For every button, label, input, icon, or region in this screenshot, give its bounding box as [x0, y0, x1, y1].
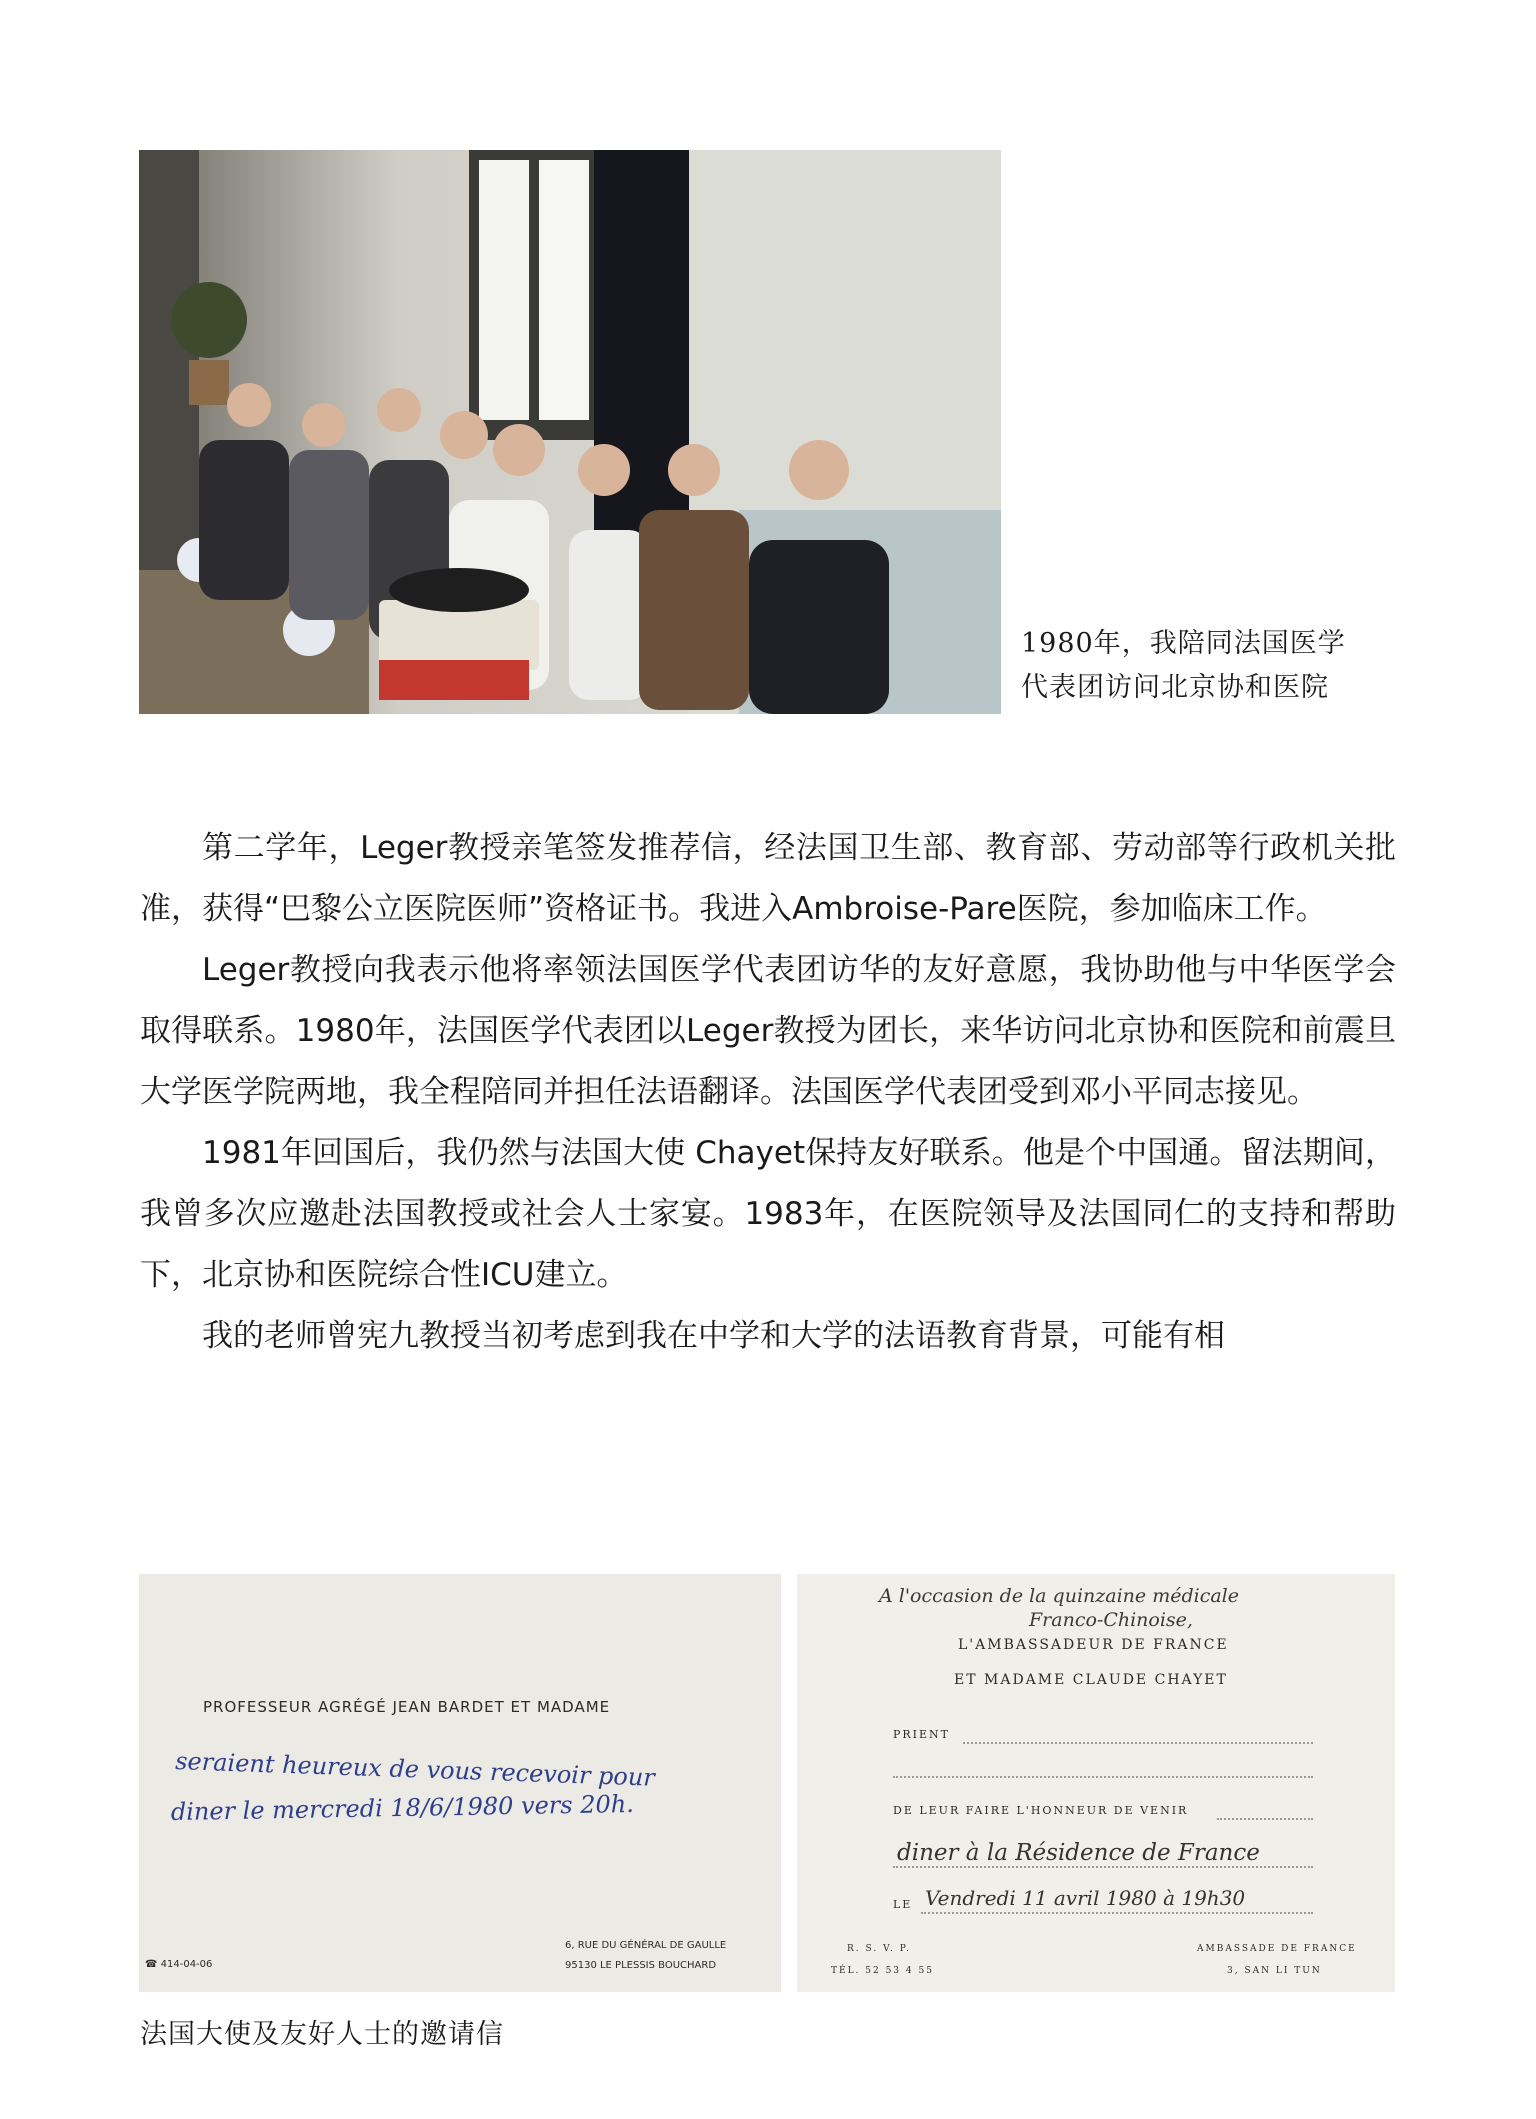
body-text	[140, 818, 1396, 1367]
paragraph: 我的老师曾宪九教授当初考虑到我在中学和大学的法语教育背景，可能有相	[202, 1318, 1225, 1354]
card-heading: PROFESSEUR AGRÉGÉ JEAN BARDET ET MADAME	[203, 1698, 611, 1716]
invitation-card-ambassador	[797, 1574, 1395, 1992]
fill-line	[893, 1866, 1313, 1868]
address-line: 95130 LE PLESSIS BOUCHARD	[565, 1960, 717, 1971]
fill-line	[921, 1912, 1313, 1914]
prient-label: PRIENT	[893, 1728, 951, 1741]
invitation-caption: 法国大使及友好人士的邀请信	[140, 2019, 504, 2050]
handwritten-line: Vendredi 11 avril 1980 à 19h30	[925, 1886, 1246, 1910]
invitation-card-bardet	[139, 1574, 781, 1992]
photo-caption	[1021, 622, 1441, 710]
honneur-label: DE LEUR FAIRE L'HONNEUR DE VENIR	[893, 1804, 1189, 1817]
phone-text: 414-04-06	[160, 1959, 213, 1970]
le-label: LE	[893, 1898, 913, 1911]
paragraph: 第二学年，Leger教授亲笔签发推荐信，经法国卫生部、教育部、劳动部等行政机关批准，获得“巴黎公立医院医师”资格证书。我进入Ambroise-Pare医院，参加临床工作。	[140, 830, 1396, 927]
handwritten-line: A l'occasion de la quinzaine médicale	[879, 1585, 1239, 1607]
fill-line	[1217, 1818, 1313, 1820]
photo-caption-line: 代表团访问北京协和医院	[1021, 672, 1329, 703]
fill-line	[963, 1742, 1313, 1744]
photo-caption-line: 1980年，我陪同法国医学	[1021, 628, 1346, 659]
delegation-photo-image	[139, 150, 1001, 714]
rsvp-label: R. S. V. P.	[847, 1944, 911, 1954]
handwritten-line: Franco-Chinoise,	[1029, 1609, 1193, 1631]
handwritten-line: diner le mercredi 18/6/1980 vers 20h.	[170, 1789, 635, 1826]
fill-line	[893, 1776, 1313, 1778]
ambassade-address: 3, SAN LI TUN	[1227, 1966, 1322, 1976]
ambassade-label: AMBASSADE DE FRANCE	[1197, 1944, 1357, 1954]
handwritten-line: seraient heureux de vous recevoir pour	[174, 1747, 656, 1792]
paragraph: 1981年回国后，我仍然与法国大使 Chayet保持友好联系。他是个中国通。留法期间，我曾多次应邀赴法国教授或社会人士家宴。1983年，在医院领导及法国同仁的支持和帮助下，北京协和医院综合性ICU建立。	[140, 1135, 1396, 1293]
phone-number	[145, 1959, 212, 1970]
card-heading: ET MADAME CLAUDE CHAYET	[954, 1672, 1228, 1688]
tel-label: TÉL. 52 53 4 55	[831, 1966, 934, 1976]
handwritten-line: diner à la Résidence de France	[897, 1840, 1260, 1866]
paragraph: Leger教授向我表示他将率领法国医学代表团访华的友好意愿，我协助他与中华医学会取得联系。1980年，法国医学代表团以Leger教授为团长，来华访问北京协和医院和前震旦大学医学院两地，我全程陪同并担任法语翻译。法国医学代表团受到邓小平同志接见。	[140, 952, 1396, 1110]
handwriting-image	[139, 1574, 781, 1992]
delegation-photo	[139, 150, 1001, 714]
address-line: 6, RUE DU GÉNÉRAL DE GAULLE	[565, 1940, 727, 1951]
phone-icon: ☎	[145, 1959, 161, 1970]
card-heading: L'AMBASSADEUR DE FRANCE	[958, 1637, 1229, 1653]
